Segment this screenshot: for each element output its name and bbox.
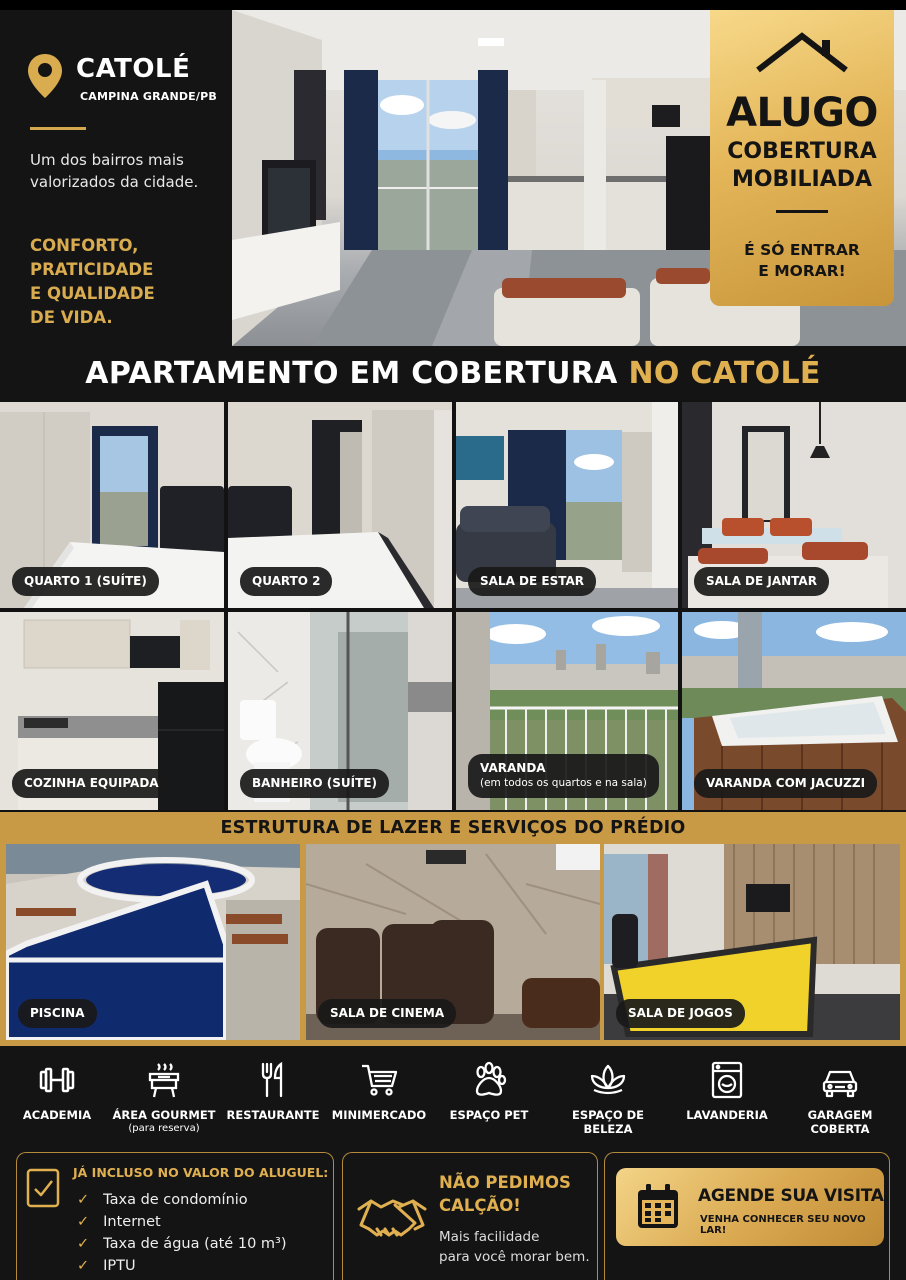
- no-deposit-box: [342, 1152, 598, 1280]
- leisure-label: SALA DE CINEMA: [318, 999, 456, 1028]
- room-label: SALA DE ESTAR: [468, 567, 596, 596]
- room-label: COZINHA EQUIPADA: [12, 769, 171, 798]
- paw-icon: [469, 1060, 509, 1100]
- badge-tagline: [710, 240, 894, 282]
- room-photo-banheiro: [228, 612, 452, 810]
- highlight-line: E QUALIDADE: [30, 284, 155, 303]
- cta-subtitle[interactable]: VENHA CONHECER SEU NOVO LAR!: [700, 1214, 866, 1236]
- check-icon: ✓: [77, 1214, 90, 1230]
- included-item: [77, 1255, 287, 1277]
- room-label-subtext: (em todos os quartos e na sala): [480, 777, 647, 789]
- grill-icon: [144, 1060, 184, 1100]
- badge-tagline-line: E MORAR!: [758, 262, 846, 280]
- no-deposit-text: [439, 1227, 590, 1267]
- rental-badge: [710, 10, 894, 306]
- leisure-label: PISCINA: [18, 999, 97, 1028]
- leisure-photo-cinema: [306, 844, 600, 1040]
- house-roof-icon: [754, 30, 850, 80]
- car-icon: [820, 1060, 860, 1100]
- room-label-text: VARANDA: [480, 761, 546, 775]
- amenity-espaco-beleza: [553, 1060, 663, 1136]
- check-icon: ✓: [77, 1258, 90, 1274]
- lotus-icon: [588, 1060, 628, 1100]
- amenity-label: MINIMERCADO: [331, 1108, 427, 1122]
- highlight-line: PRATICIDADE: [30, 260, 154, 279]
- room-photo-quarto1: [0, 402, 224, 608]
- amenity-label: ACADEMIA: [22, 1108, 92, 1122]
- amenity-label: ESPAÇO DE BELEZA: [571, 1108, 645, 1136]
- no-deposit-text-line: para você morar bem.: [439, 1249, 590, 1265]
- included-item-text: Internet: [103, 1214, 161, 1230]
- badge-subtitle-line: MOBILIADA: [731, 167, 873, 192]
- no-deposit-text-line: Mais facilidade: [439, 1229, 540, 1245]
- badge-subtitle: [710, 138, 894, 194]
- highlight-line: CONFORTO,: [30, 236, 139, 255]
- room-photo-quarto2: [228, 402, 452, 608]
- room-photo-sala-jantar: [682, 402, 906, 608]
- room-label: QUARTO 1 (SUÍTE): [12, 567, 159, 596]
- room-label: VARANDA COM JACUZZI: [694, 769, 877, 798]
- checklist-icon: [25, 1167, 61, 1209]
- amenity-sublabel: (para reserva): [128, 1123, 200, 1134]
- no-deposit-title-line: CALÇÃO!: [439, 1196, 521, 1215]
- check-icon: ✓: [77, 1192, 90, 1208]
- room-label: [468, 754, 659, 798]
- page-title: [0, 346, 906, 400]
- included-list: [77, 1189, 287, 1277]
- cart-icon: [359, 1060, 399, 1100]
- amenity-label: GARAGEM COBERTA: [807, 1108, 873, 1136]
- calendar-icon: [636, 1184, 680, 1230]
- amenity-area-gourmet: [109, 1060, 219, 1135]
- check-icon: ✓: [77, 1236, 90, 1252]
- washing-machine-icon: [707, 1060, 747, 1100]
- cutlery-icon: [253, 1060, 293, 1100]
- included-item-text: Taxa de água (até 10 m³): [103, 1236, 287, 1252]
- room-photo-varanda-jacuzzi: [682, 612, 906, 810]
- amenity-garagem: [784, 1060, 896, 1136]
- amenity-label: ESPAÇO PET: [449, 1108, 529, 1122]
- amenity-restaurante: [218, 1060, 328, 1122]
- included-item: [77, 1189, 287, 1211]
- location-title: CATOLÉ: [76, 54, 191, 84]
- room-photo-varanda: [456, 612, 678, 810]
- leisure-photo-piscina: [6, 844, 300, 1040]
- amenity-minimercado: [324, 1060, 434, 1122]
- amenity-label: RESTAURANTE: [226, 1108, 320, 1122]
- leisure-title: ESTRUTURA DE LAZER E SERVIÇOS DO PRÉDIO: [220, 818, 686, 838]
- room-photo-cozinha: [0, 612, 224, 810]
- schedule-visit-button[interactable]: [616, 1168, 884, 1246]
- highlight-text: [30, 234, 220, 330]
- badge-tagline-line: É SÓ ENTRAR: [744, 241, 860, 259]
- handshake-icon: [357, 1191, 427, 1243]
- leisure-label: SALA DE JOGOS: [616, 999, 745, 1028]
- amenity-label: ÁREA GOURMET: [112, 1108, 216, 1122]
- included-item-text: Taxa de condomínio: [103, 1192, 248, 1208]
- included-box: [16, 1152, 334, 1280]
- leisure-photo-jogos: [604, 844, 900, 1040]
- included-item: [77, 1211, 287, 1233]
- cta-title[interactable]: AGENDE SUA VISITA: [698, 1186, 884, 1206]
- included-item-text: IPTU: [103, 1258, 136, 1274]
- badge-subtitle-line: COBERTURA: [727, 139, 877, 164]
- included-item: [77, 1233, 287, 1255]
- no-deposit-title: [439, 1171, 571, 1217]
- room-label: QUARTO 2: [240, 567, 332, 596]
- page-title-accent: NO CATOLÉ: [628, 356, 821, 391]
- location-pin-icon: [26, 52, 64, 100]
- no-deposit-title-line: NÃO PEDIMOS: [439, 1173, 571, 1192]
- badge-title: ALUGO: [726, 90, 878, 136]
- divider: [30, 127, 86, 130]
- intro-text: Um dos bairros mais valorizados da cidade.: [30, 151, 199, 191]
- dumbbell-icon: [37, 1060, 77, 1100]
- badge-divider: [776, 210, 828, 213]
- highlight-line: DE VIDA.: [30, 308, 113, 327]
- page-title-main: APARTAMENTO EM COBERTURA: [85, 356, 618, 391]
- amenity-academia: [2, 1060, 112, 1122]
- location-subtitle: CAMPINA GRANDE/PB: [80, 90, 217, 103]
- room-label: BANHEIRO (SUÍTE): [240, 769, 389, 798]
- included-title: JÁ INCLUSO NO VALOR DO ALUGUEL:: [73, 1165, 329, 1180]
- amenity-espaco-pet: [434, 1060, 544, 1122]
- amenity-lavanderia: [672, 1060, 782, 1122]
- room-label: SALA DE JANTAR: [694, 567, 829, 596]
- room-photo-sala-estar: [456, 402, 678, 608]
- amenity-label: LAVANDERIA: [686, 1108, 768, 1122]
